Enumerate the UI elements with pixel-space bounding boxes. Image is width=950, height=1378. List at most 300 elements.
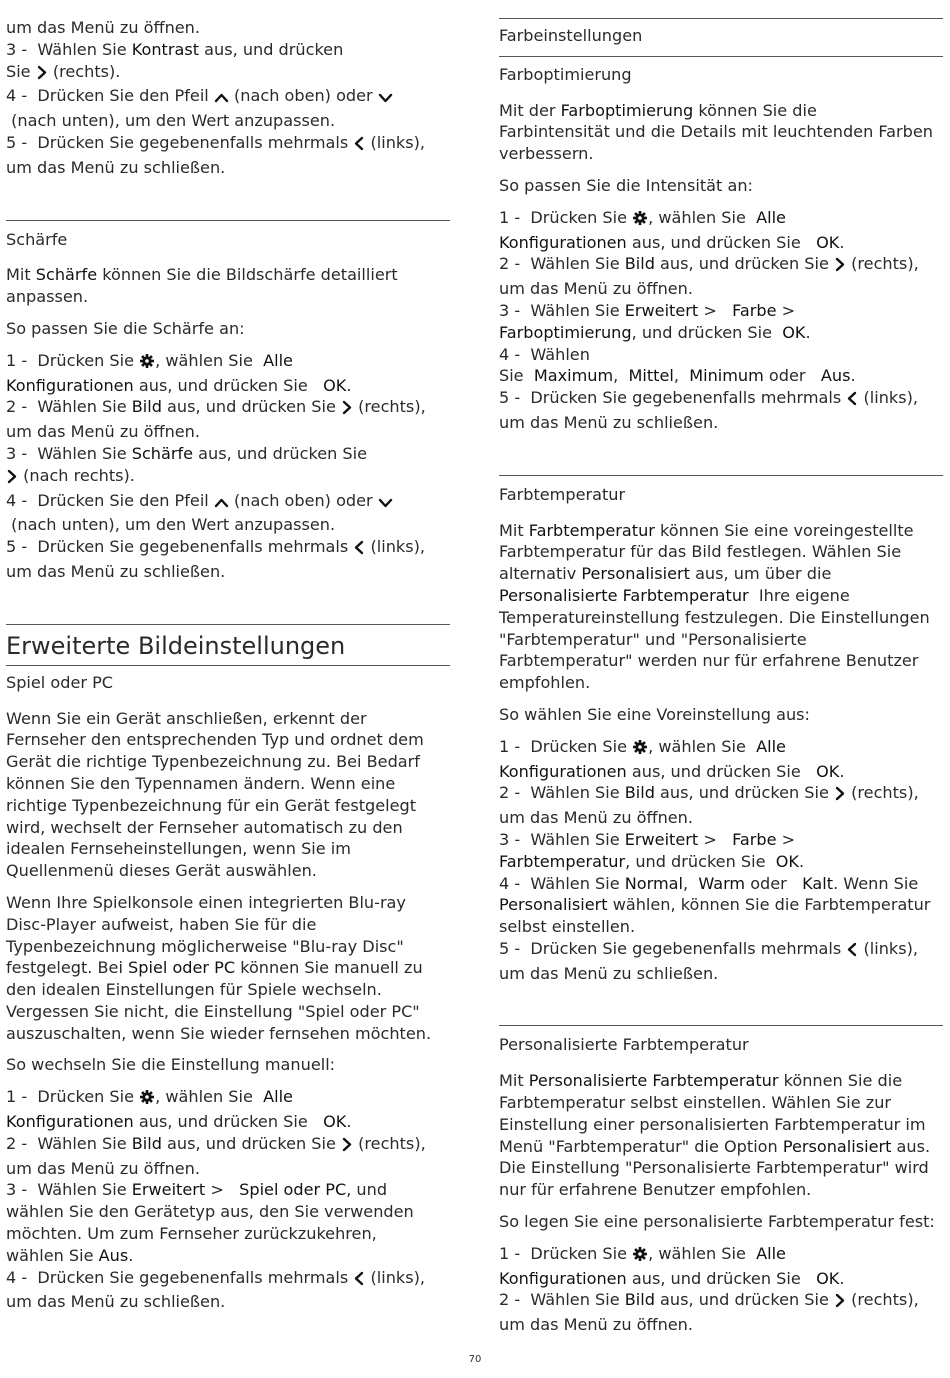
page-number: 70 xyxy=(468,1354,482,1365)
chevron-up-icon xyxy=(214,88,229,110)
section-subheading-farboptimierung: Farboptimierung xyxy=(499,64,632,84)
text-run: aus, und drücken Sie xyxy=(133,1112,324,1132)
left-column xyxy=(6,0,450,1313)
text-line xyxy=(499,782,943,807)
section-heading-farbeinstellungen: Farbeinstellungen xyxy=(499,26,643,45)
text-line xyxy=(499,300,943,322)
text-run: um das Menü zu öffnen. xyxy=(499,808,693,828)
text-run: wird, wechselt der Fernseher automatisch zu den xyxy=(6,817,403,837)
text-line xyxy=(6,773,450,795)
text-run: 2 - Wählen Sie xyxy=(6,397,132,417)
text-run: Disc-Player aufweist, haben Sie für die xyxy=(6,914,317,934)
text-line xyxy=(499,1289,943,1314)
text-line xyxy=(6,350,450,375)
text-run: können Sie die Bildschärfe detailliert xyxy=(97,265,398,285)
text-line xyxy=(6,1267,450,1292)
text-run: Sie xyxy=(499,366,534,386)
personalisierte-howto: So legen Sie eine personalisierte Farbtemperatur fest: xyxy=(499,1212,935,1232)
keyword: Kalt xyxy=(802,873,834,893)
keyword: Alle xyxy=(756,1243,786,1263)
text-line xyxy=(499,963,943,985)
keyword: Spiel oder PC xyxy=(128,958,236,978)
text-line xyxy=(6,936,450,958)
text-line xyxy=(499,761,943,783)
text-line xyxy=(6,860,450,882)
text-run: (rechts), xyxy=(353,1133,426,1153)
text-run: aus, und drücken Sie xyxy=(193,443,368,463)
keyword: Farbe xyxy=(732,300,777,320)
text-run: . xyxy=(839,761,845,781)
text-run: um das Menü zu öffnen. xyxy=(6,18,200,37)
text-run: > xyxy=(776,829,796,849)
text-line xyxy=(499,1136,943,1158)
text-line xyxy=(6,132,450,157)
text-line xyxy=(499,1179,943,1201)
text-run: , xyxy=(673,366,690,386)
text-run: aus, und drücken Sie xyxy=(626,761,817,781)
text-run: 4 - Wählen Sie xyxy=(499,873,625,893)
chevron-right-icon xyxy=(834,1292,846,1314)
text-run: um das Menü zu schließen. xyxy=(6,1292,226,1312)
text-line xyxy=(499,121,943,143)
keyword: Schärfe xyxy=(131,443,194,463)
text-line xyxy=(6,39,450,61)
text-run: Quellenmenü dieses Gerät auswählen. xyxy=(6,861,317,881)
section-heading-farbtemperatur: Farbtemperatur xyxy=(499,484,626,504)
schaerfe-steps xyxy=(6,350,450,583)
text-run: Temperatureinstellung festzulegen. Die Einstellungen xyxy=(499,607,930,627)
text-line xyxy=(499,232,943,254)
keyword: Personalisierte Farbtemperatur xyxy=(499,585,749,605)
text-run: 5 - Drücken Sie gegebenenfalls mehrmals xyxy=(6,132,354,152)
text-run: Wenn Ihre Spielkonsole einen integrierten Blu-ray xyxy=(6,892,406,912)
text-run: 1 - Drücken Sie xyxy=(499,1243,633,1263)
text-line xyxy=(499,520,943,542)
text-line xyxy=(6,375,450,397)
text-run: Ihre eigene xyxy=(748,585,850,605)
text-run: 3 - Wählen Sie xyxy=(6,39,132,59)
text-line xyxy=(6,110,450,132)
text-line xyxy=(499,365,943,387)
gear-icon xyxy=(632,739,648,761)
text-run: (links), xyxy=(858,388,919,408)
text-run: um das Menü zu öffnen. xyxy=(499,1315,693,1335)
gear-icon xyxy=(139,1089,155,1111)
text-run: (rechts), xyxy=(846,783,919,803)
text-line xyxy=(499,807,943,829)
keyword: OK xyxy=(816,232,840,252)
text-run: (rechts), xyxy=(846,254,919,274)
keyword: Bild xyxy=(624,1290,655,1310)
text-run: den idealen Einstellungen für Spiele wechseln. xyxy=(6,980,382,1000)
text-run: um das Menü zu schließen. xyxy=(6,561,226,581)
text-run: empfohlen. xyxy=(499,673,591,693)
text-line xyxy=(499,736,943,761)
text-line xyxy=(6,264,450,286)
keyword: Bild xyxy=(131,1133,162,1153)
text-line xyxy=(6,1111,450,1133)
keyword: Bild xyxy=(131,397,162,417)
chevron-right-icon xyxy=(341,399,353,421)
keyword: Konfigurationen xyxy=(499,761,627,781)
keyword: Warm xyxy=(698,873,746,893)
text-line xyxy=(499,938,943,963)
text-line xyxy=(499,344,943,366)
text-run: Menü "Farbtemperatur" die Option xyxy=(499,1136,783,1156)
text-run: 4 - Drücken Sie den Pfeil xyxy=(6,86,214,106)
keyword: Alle xyxy=(263,1087,293,1107)
text-line xyxy=(6,838,450,860)
text-line xyxy=(499,894,943,916)
text-run: (rechts), xyxy=(353,397,426,417)
text-run: wählen, können Sie die Farbtemperatur xyxy=(607,895,931,915)
keyword: Bild xyxy=(624,783,655,803)
text-run: möchten. Um zum Fernseher zurückzukehren, xyxy=(6,1224,377,1244)
text-run: > xyxy=(205,1180,240,1200)
text-line xyxy=(499,607,943,629)
text-line xyxy=(499,387,943,412)
keyword: Alle xyxy=(756,736,786,756)
chevron-right-icon xyxy=(834,785,846,807)
text-run: Sie xyxy=(6,61,36,81)
text-run: können Sie die xyxy=(693,100,817,120)
text-run: Farbtemperatur" werden nur für erfahrene Benutzer xyxy=(499,651,919,671)
text-line xyxy=(6,1023,450,1045)
text-run: wählen Sie xyxy=(6,1245,99,1265)
text-run: Einstellung einer personalisierten Farbtemperatur im xyxy=(499,1114,926,1134)
text-run: > xyxy=(698,829,733,849)
text-run: 4 - Drücken Sie gegebenenfalls mehrmals xyxy=(6,1267,354,1287)
keyword: Farbtemperatur xyxy=(528,520,655,540)
keyword: Normal xyxy=(624,873,683,893)
keyword: Konfigurationen xyxy=(6,1112,134,1132)
text-line xyxy=(499,100,943,122)
text-run: verbessern. xyxy=(499,144,594,164)
text-run: auszuschalten, wenn Sie wieder fernsehen möchten. xyxy=(6,1023,432,1043)
farbtemperatur-steps xyxy=(499,736,943,985)
schaerfe-howto: So passen Sie die Schärfe an: xyxy=(6,318,245,338)
text-run: können Sie die xyxy=(778,1071,903,1091)
text-run: , und drücken Sie xyxy=(631,322,783,342)
text-run: idealen Fernseheinstellungen, wenn Sie im xyxy=(6,839,351,859)
text-run: richtige Typenbezeichnung für ein Gerät festgelegt xyxy=(6,795,417,815)
text-line xyxy=(6,817,450,839)
keyword: Konfigurationen xyxy=(499,1268,627,1288)
chevron-right-icon xyxy=(341,1136,353,1158)
text-run: , wählen Sie xyxy=(648,736,757,756)
text-run: aus, und drücken Sie xyxy=(626,232,817,252)
text-line xyxy=(6,979,450,1001)
keyword: Aus xyxy=(98,1245,129,1265)
text-run: . xyxy=(839,232,845,252)
keyword: Bild xyxy=(624,254,655,274)
text-run: Farbintensität und die Details mit leuchtenden Farben xyxy=(499,122,933,142)
keyword: Mittel xyxy=(628,366,674,386)
text-run: Mit xyxy=(499,1071,529,1091)
text-run: festgelegt. Bei xyxy=(6,958,129,978)
text-run: aus, und drücken Sie xyxy=(626,1268,817,1288)
text-run: aus. xyxy=(891,1136,931,1156)
text-line xyxy=(6,157,450,179)
section-heading-schaerfe: Schärfe xyxy=(6,229,68,249)
text-run: (links), xyxy=(365,1267,426,1287)
text-line xyxy=(6,1201,450,1223)
text-run: . xyxy=(798,851,805,871)
keyword: Farbtemperatur xyxy=(499,851,626,871)
text-line xyxy=(6,1223,450,1245)
chevron-right-icon xyxy=(6,468,18,490)
text-line xyxy=(499,563,943,585)
text-run: Mit xyxy=(6,265,36,285)
keyword: OK xyxy=(775,851,799,871)
text-line xyxy=(6,1291,450,1313)
text-run: , und xyxy=(346,1180,388,1200)
chapter-title: Erweiterte Bildeinstellungen xyxy=(6,631,346,660)
text-run: oder xyxy=(745,873,803,893)
keyword: Personalisiert xyxy=(782,1136,892,1156)
text-run: nur für erfahrene Benutzer empfohlen. xyxy=(499,1180,812,1200)
text-line xyxy=(6,536,450,561)
text-run: . xyxy=(850,366,856,386)
text-line xyxy=(499,541,943,563)
right-column xyxy=(499,0,943,1336)
keyword: Alle xyxy=(756,207,786,227)
spiel-steps xyxy=(6,1086,450,1313)
text-run: selbst einstellen. xyxy=(499,917,636,937)
text-line xyxy=(6,708,450,730)
text-run: Fernseher den entsprechenden Typ und ordnet dem xyxy=(6,730,424,750)
text-line xyxy=(499,916,943,938)
farboptimierung-steps xyxy=(499,207,943,434)
text-line xyxy=(6,1179,450,1201)
text-line xyxy=(499,1157,943,1179)
text-run: um das Menü zu öffnen. xyxy=(6,422,200,442)
keyword: Erweitert xyxy=(624,300,699,320)
keyword: Personalisierte Farbtemperatur xyxy=(528,1071,779,1091)
text-run: können Sie manuell zu xyxy=(235,958,423,978)
text-run: , wählen Sie xyxy=(155,350,264,370)
text-run: wählen Sie den Gerätetyp aus, den Sie verwenden xyxy=(6,1202,414,1222)
personalisierte-steps xyxy=(499,1243,943,1336)
section-heading-personalisierte-farbtemperatur: Personalisierte Farbtemperatur xyxy=(499,1035,749,1055)
text-run: oder xyxy=(763,366,821,386)
text-run: um das Menü zu öffnen. xyxy=(6,1158,200,1178)
text-run: (links), xyxy=(365,132,426,152)
text-run: 2 - Wählen Sie xyxy=(499,1290,625,1310)
text-line xyxy=(499,585,943,607)
spiel-para-1 xyxy=(6,708,450,882)
text-line xyxy=(6,957,450,979)
text-line xyxy=(6,914,450,936)
text-run: können Sie den Typennamen ändern. Wenn eine xyxy=(6,773,396,793)
text-run: . xyxy=(805,322,811,342)
text-run: Die Einstellung "Personalisierte Farbtemperatur" wird xyxy=(499,1158,929,1178)
text-line xyxy=(499,1243,943,1268)
text-line xyxy=(499,253,943,278)
text-run: (nach rechts). xyxy=(18,465,135,485)
text-run: , wählen Sie xyxy=(155,1087,264,1107)
keyword: Aus xyxy=(820,366,851,386)
text-line xyxy=(6,892,450,914)
text-line xyxy=(499,829,943,851)
keyword: Erweitert xyxy=(131,1180,206,1200)
text-line xyxy=(6,17,450,39)
spiel-howto: So wechseln Sie die Einstellung manuell: xyxy=(6,1055,336,1075)
chevron-left-icon xyxy=(353,539,365,561)
text-line xyxy=(6,1133,450,1158)
text-run: aus, um über die xyxy=(689,564,832,584)
text-run: . Wenn Sie xyxy=(833,873,919,893)
text-line xyxy=(499,650,943,672)
keyword: Alle xyxy=(263,350,293,370)
text-run: (nach oben) oder xyxy=(228,490,378,510)
text-run: aus, und drücken Sie xyxy=(133,375,324,395)
chevron-left-icon xyxy=(353,1270,365,1292)
text-run: aus, und drücken Sie xyxy=(654,783,835,803)
text-run: (links), xyxy=(858,938,919,958)
text-run: , xyxy=(682,873,699,893)
text-run: 2 - Wählen Sie xyxy=(499,254,625,274)
text-line xyxy=(6,729,450,751)
farboptimierung-howto: So passen Sie die Intensität an: xyxy=(499,175,753,195)
text-line xyxy=(6,421,450,443)
keyword: OK xyxy=(816,761,840,781)
text-run: aus, und drücken Sie xyxy=(654,254,835,274)
text-run: Typenbezeichnung möglicherweise "Blu-ray Disc" xyxy=(6,936,404,956)
text-line xyxy=(6,795,450,817)
text-run: anpassen. xyxy=(6,287,89,307)
keyword: OK xyxy=(323,1112,347,1132)
text-line xyxy=(6,396,450,421)
text-run: 5 - Drücken Sie gegebenenfalls mehrmals xyxy=(6,537,354,557)
text-run: , xyxy=(613,366,629,386)
farbtemperatur-howto: So wählen Sie eine Voreinstellung aus: xyxy=(499,704,810,724)
text-line xyxy=(6,286,450,308)
text-line xyxy=(499,278,943,300)
text-run: . xyxy=(839,1268,845,1288)
chevron-left-icon xyxy=(846,941,858,963)
chevron-left-icon xyxy=(846,390,858,412)
keyword: OK xyxy=(816,1268,840,1288)
text-run: Farbtemperatur selbst einstellen. Wählen Sie zur xyxy=(499,1093,892,1113)
keyword: Personalisiert xyxy=(581,564,690,584)
text-run: 1 - Drücken Sie xyxy=(499,736,633,756)
text-line xyxy=(6,61,450,86)
keyword: Konfigurationen xyxy=(499,232,627,252)
text-run: (rechts), xyxy=(846,1290,919,1310)
chevron-right-icon xyxy=(834,256,846,278)
text-line xyxy=(499,143,943,165)
text-run: Gerät die richtige Typenbezeichnung zu. Bei Bedarf xyxy=(6,752,420,772)
text-line xyxy=(6,751,450,773)
text-run: Mit xyxy=(499,520,529,540)
text-run: 1 - Drücken Sie xyxy=(6,1087,140,1107)
text-run: um das Menü zu schließen. xyxy=(6,157,226,177)
chevron-right-icon xyxy=(36,64,48,86)
gear-icon xyxy=(632,1246,648,1268)
text-run: 1 - Drücken Sie xyxy=(499,207,633,227)
text-run: 3 - Wählen Sie xyxy=(6,443,132,463)
text-run: um das Menü zu schließen. xyxy=(499,963,719,983)
spiel-para-2 xyxy=(6,892,450,1045)
text-run: 4 - Drücken Sie den Pfeil xyxy=(6,490,214,510)
text-run: (links), xyxy=(365,537,426,557)
text-run: Vergessen Sie nicht, die Einstellung "Spiel oder PC" xyxy=(6,1001,420,1021)
keyword: Farbe xyxy=(732,829,777,849)
keyword: OK xyxy=(782,322,806,342)
keyword: Farboptimierung xyxy=(499,322,632,342)
text-line xyxy=(499,672,943,694)
text-run: 5 - Drücken Sie gegebenenfalls mehrmals xyxy=(499,388,847,408)
keyword: Personalisiert xyxy=(499,895,608,915)
text-line xyxy=(6,561,450,583)
text-line xyxy=(499,1092,943,1114)
text-line xyxy=(499,873,943,895)
keyword: Maximum xyxy=(533,366,614,386)
text-run: Wenn Sie ein Gerät anschließen, erkennt der xyxy=(6,708,367,728)
text-line xyxy=(6,1158,450,1180)
farbtemperatur-intro xyxy=(499,520,943,694)
text-line xyxy=(499,1114,943,1136)
keyword: Farboptimierung xyxy=(560,100,694,120)
chevron-left-icon xyxy=(353,135,365,157)
text-line xyxy=(6,465,450,490)
text-run: , und drücken Sie xyxy=(625,851,776,871)
text-line xyxy=(6,514,450,536)
text-run: (rechts). xyxy=(47,61,121,81)
text-run: (nach unten), um den Wert anzupassen. xyxy=(6,515,336,535)
text-line xyxy=(499,851,943,873)
keyword: Spiel oder PC xyxy=(239,1180,347,1200)
text-run: (nach unten), um den Wert anzupassen. xyxy=(6,111,336,131)
text-run: 3 - Wählen Sie xyxy=(499,829,625,849)
text-line xyxy=(499,629,943,651)
section-heading-spiel-oder-pc: Spiel oder PC xyxy=(6,672,114,692)
text-run: 2 - Wählen Sie xyxy=(6,1133,132,1153)
text-run: 1 - Drücken Sie xyxy=(6,350,140,370)
text-line xyxy=(499,1070,943,1092)
text-line xyxy=(6,490,450,515)
keyword: Konfigurationen xyxy=(6,375,134,395)
text-line xyxy=(499,322,943,344)
keyword: Erweitert xyxy=(624,829,699,849)
farboptimierung-intro xyxy=(499,100,943,165)
text-run: aus, und drücken Sie xyxy=(161,397,342,417)
schaerfe-intro xyxy=(6,264,450,308)
keyword: OK xyxy=(323,375,347,395)
text-run: . xyxy=(128,1245,134,1265)
text-run: aus, und drücken Sie xyxy=(654,1290,835,1310)
personalisierte-intro xyxy=(499,1070,943,1201)
keyword: Minimum xyxy=(689,366,764,386)
text-run: Mit der xyxy=(499,100,561,120)
chevron-up-icon xyxy=(214,493,229,515)
text-run: , wählen Sie xyxy=(648,207,757,227)
text-run: 5 - Drücken Sie gegebenenfalls mehrmals xyxy=(499,938,847,958)
text-run: Farbtemperatur für das Bild festlegen. Wählen Sie xyxy=(499,542,902,562)
chevron-down-icon xyxy=(378,88,393,110)
text-run: > xyxy=(698,300,733,320)
text-run: . xyxy=(346,1112,352,1132)
intro-steps xyxy=(6,17,450,179)
text-line xyxy=(499,412,943,434)
chevron-down-icon xyxy=(378,493,393,515)
text-line xyxy=(6,443,450,465)
keyword: Schärfe xyxy=(35,265,98,285)
text-line xyxy=(499,207,943,232)
text-run: (nach oben) oder xyxy=(228,86,378,106)
text-run: 4 - Wählen xyxy=(499,344,590,364)
